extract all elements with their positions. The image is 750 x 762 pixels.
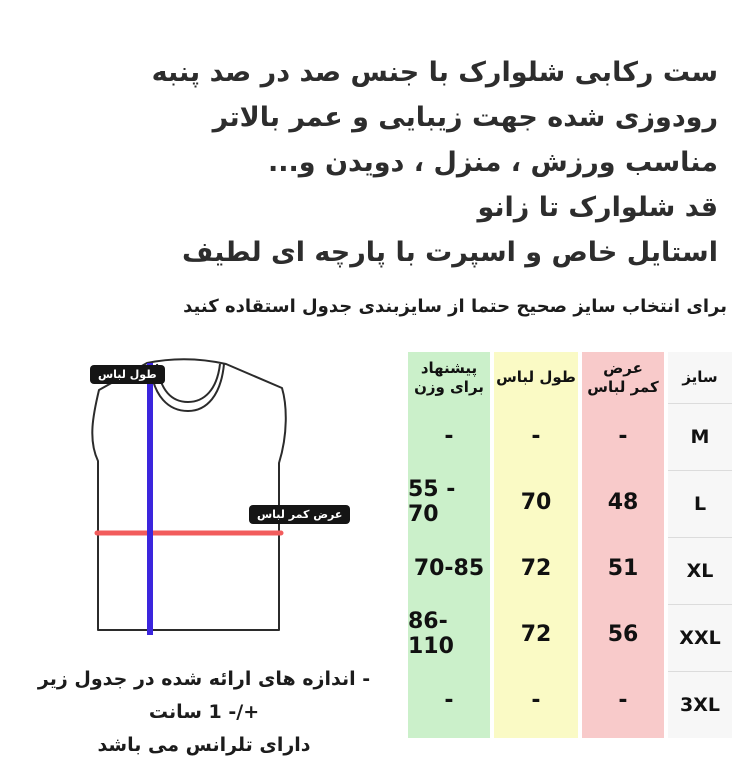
intro-line: رودوزی شده جهت زیبایی و عمر بالاتر: [212, 102, 718, 133]
column-header-waist: [582, 352, 664, 403]
table-cell: 56: [607, 621, 639, 647]
size-table: [408, 352, 732, 738]
header-line: پیشنهاد: [420, 358, 478, 377]
table-cell: -: [531, 687, 541, 713]
waist-label: عرض کمر لباس: [249, 505, 350, 524]
tolerance-line: دارای تلرانس می باشد: [97, 734, 311, 756]
shirt-outline: [92, 359, 285, 630]
table-cell-size: M: [668, 404, 732, 471]
tolerance-line: - اندازه های ارائه شده در جدول زیر +/- 1 سانت: [37, 668, 371, 723]
table-cell: 72: [520, 621, 552, 647]
tolerance-note: [28, 663, 380, 762]
table-cell: 86-110: [408, 609, 454, 659]
column-header-size: [668, 352, 732, 404]
shirt-diagram: [85, 348, 335, 648]
table-cell-size: L: [668, 471, 732, 538]
intro-line: قد شلوارک تا زانو: [477, 192, 718, 223]
header-line: طول لباس: [496, 368, 576, 386]
header-line: کمر لباس: [587, 377, 659, 396]
header-line: سایز: [682, 368, 718, 386]
table-cell: -: [444, 687, 454, 713]
header-line: برای وزن: [414, 377, 484, 396]
table-cell: 70-85: [413, 555, 485, 581]
table-column-waist: [582, 352, 664, 738]
table-cell: -: [444, 423, 454, 449]
table-cell-size: XL: [668, 538, 732, 605]
table-cell: -: [618, 687, 628, 713]
table-cell: 55 - 70: [408, 477, 456, 527]
table-cell: -: [618, 423, 628, 449]
header-line: عرض: [603, 358, 643, 377]
intro-text: [152, 50, 718, 275]
size-guide-note: برای انتخاب سایز صحیح حتما از سایزبندی جدول استقاده کنید: [183, 296, 727, 317]
table-cell-size: 3XL: [680, 694, 720, 716]
column-header-length: [494, 352, 578, 403]
table-cell: 48: [607, 489, 639, 515]
table-column-weight: [408, 352, 490, 738]
table-cell: 51: [607, 555, 639, 581]
table-cell: 72: [520, 555, 552, 581]
column-header-weight: [408, 352, 490, 403]
table-column-length: [494, 352, 578, 738]
table-column-size: [668, 352, 732, 738]
table-cell-size: XXL: [668, 605, 732, 672]
intro-line: ست رکابی شلوارک با جنس صد در صد پنبه: [151, 57, 718, 88]
intro-line: استایل خاص و اسپرت با پارچه ای لطیف: [181, 237, 718, 268]
intro-line: مناسب ورزش ، منزل ، دویدن و...: [268, 147, 718, 178]
length-label: طول لباس: [90, 365, 165, 384]
table-cell: -: [531, 423, 541, 449]
table-cell: 70: [520, 489, 552, 515]
